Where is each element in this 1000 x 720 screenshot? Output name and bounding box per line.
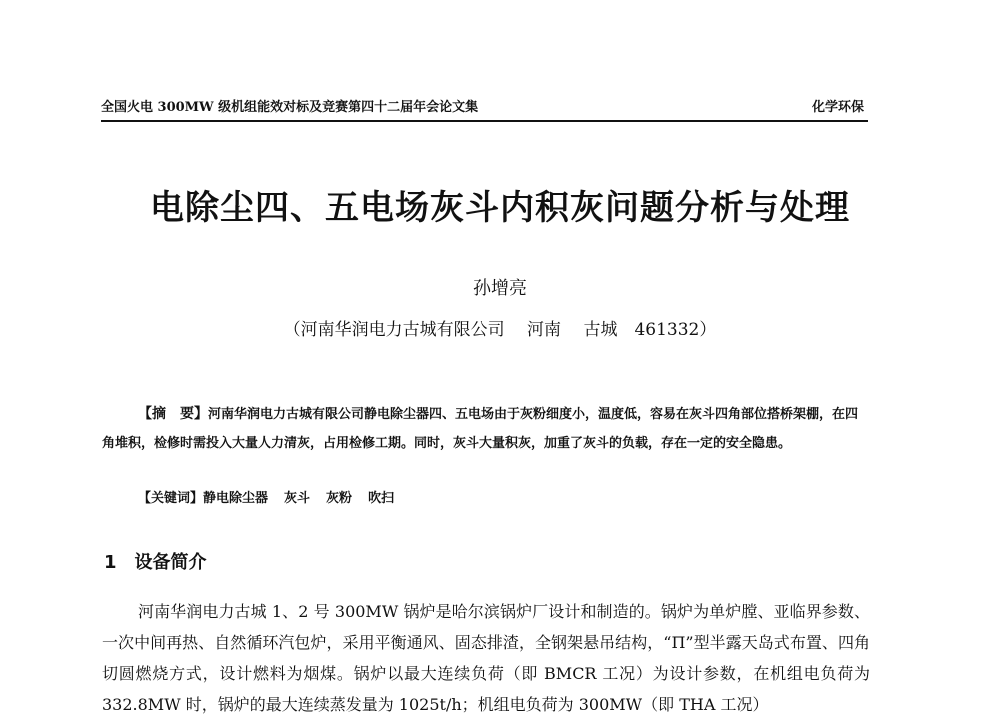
keyword: 灰斗 — [284, 491, 311, 506]
author-name: 孙增亮 — [473, 278, 527, 299]
keyword: 吹扫 — [368, 491, 395, 506]
section-heading — [104, 550, 207, 576]
abstract-label: 【摘 要】 — [138, 406, 208, 422]
keyword: 静电除尘器 — [203, 491, 269, 506]
proceedings-title: 全国火电 300MW 级机组能效对标及竞赛第四十二届年会论文集 — [101, 100, 479, 115]
keyword: 灰粉 — [326, 491, 353, 506]
section-number: 1 — [104, 552, 117, 573]
keywords-block — [138, 487, 410, 511]
body-text — [102, 596, 870, 720]
paper-title: 电除尘四、五电场灰斗内积灰问题分析与处理 — [150, 188, 850, 228]
author-affiliation: （河南华润电力古城有限公司 河南 古城 461332） — [283, 320, 717, 340]
body-paragraph: 河南华润电力古城 1、2 号 300MW 锅炉是哈尔滨锅炉厂设计和制造的。锅炉为单炉膛、亚临界参数、一次中间再热、自然循环汽包炉，采用平衡通风、固态排渣，全钢架悬吊结构，“Π”型半露天岛式布置、四角切圆燃烧方式，设计燃料为烟煤。锅炉以最大连续负荷（即 BMCR 工况）为设计参数，在机组电负荷为 332.8MW 时，锅炉的最大连续蒸发量为 1025t/h；机组电负荷为 300MW（即 THA 工况） — [102, 602, 870, 714]
section-title: 设备简介 — [134, 552, 207, 573]
abstract-block — [102, 400, 868, 458]
abstract-text: 河南华润电力古城有限公司静电除尘器四、五电场由于灰粉细度小，温度低，容易在灰斗四角部位搭桥架棚，在四角堆积，检修时需投入大量人力清灰，占用检修工期。同时，灰斗大量积灰，加重了灰斗的负载，存在一定的安全隐患。 — [102, 407, 859, 451]
keywords-label: 【关键词】 — [138, 491, 204, 506]
running-header — [101, 98, 868, 122]
section-category: 化学环保 — [811, 100, 864, 115]
abstract-paragraph — [102, 400, 868, 458]
